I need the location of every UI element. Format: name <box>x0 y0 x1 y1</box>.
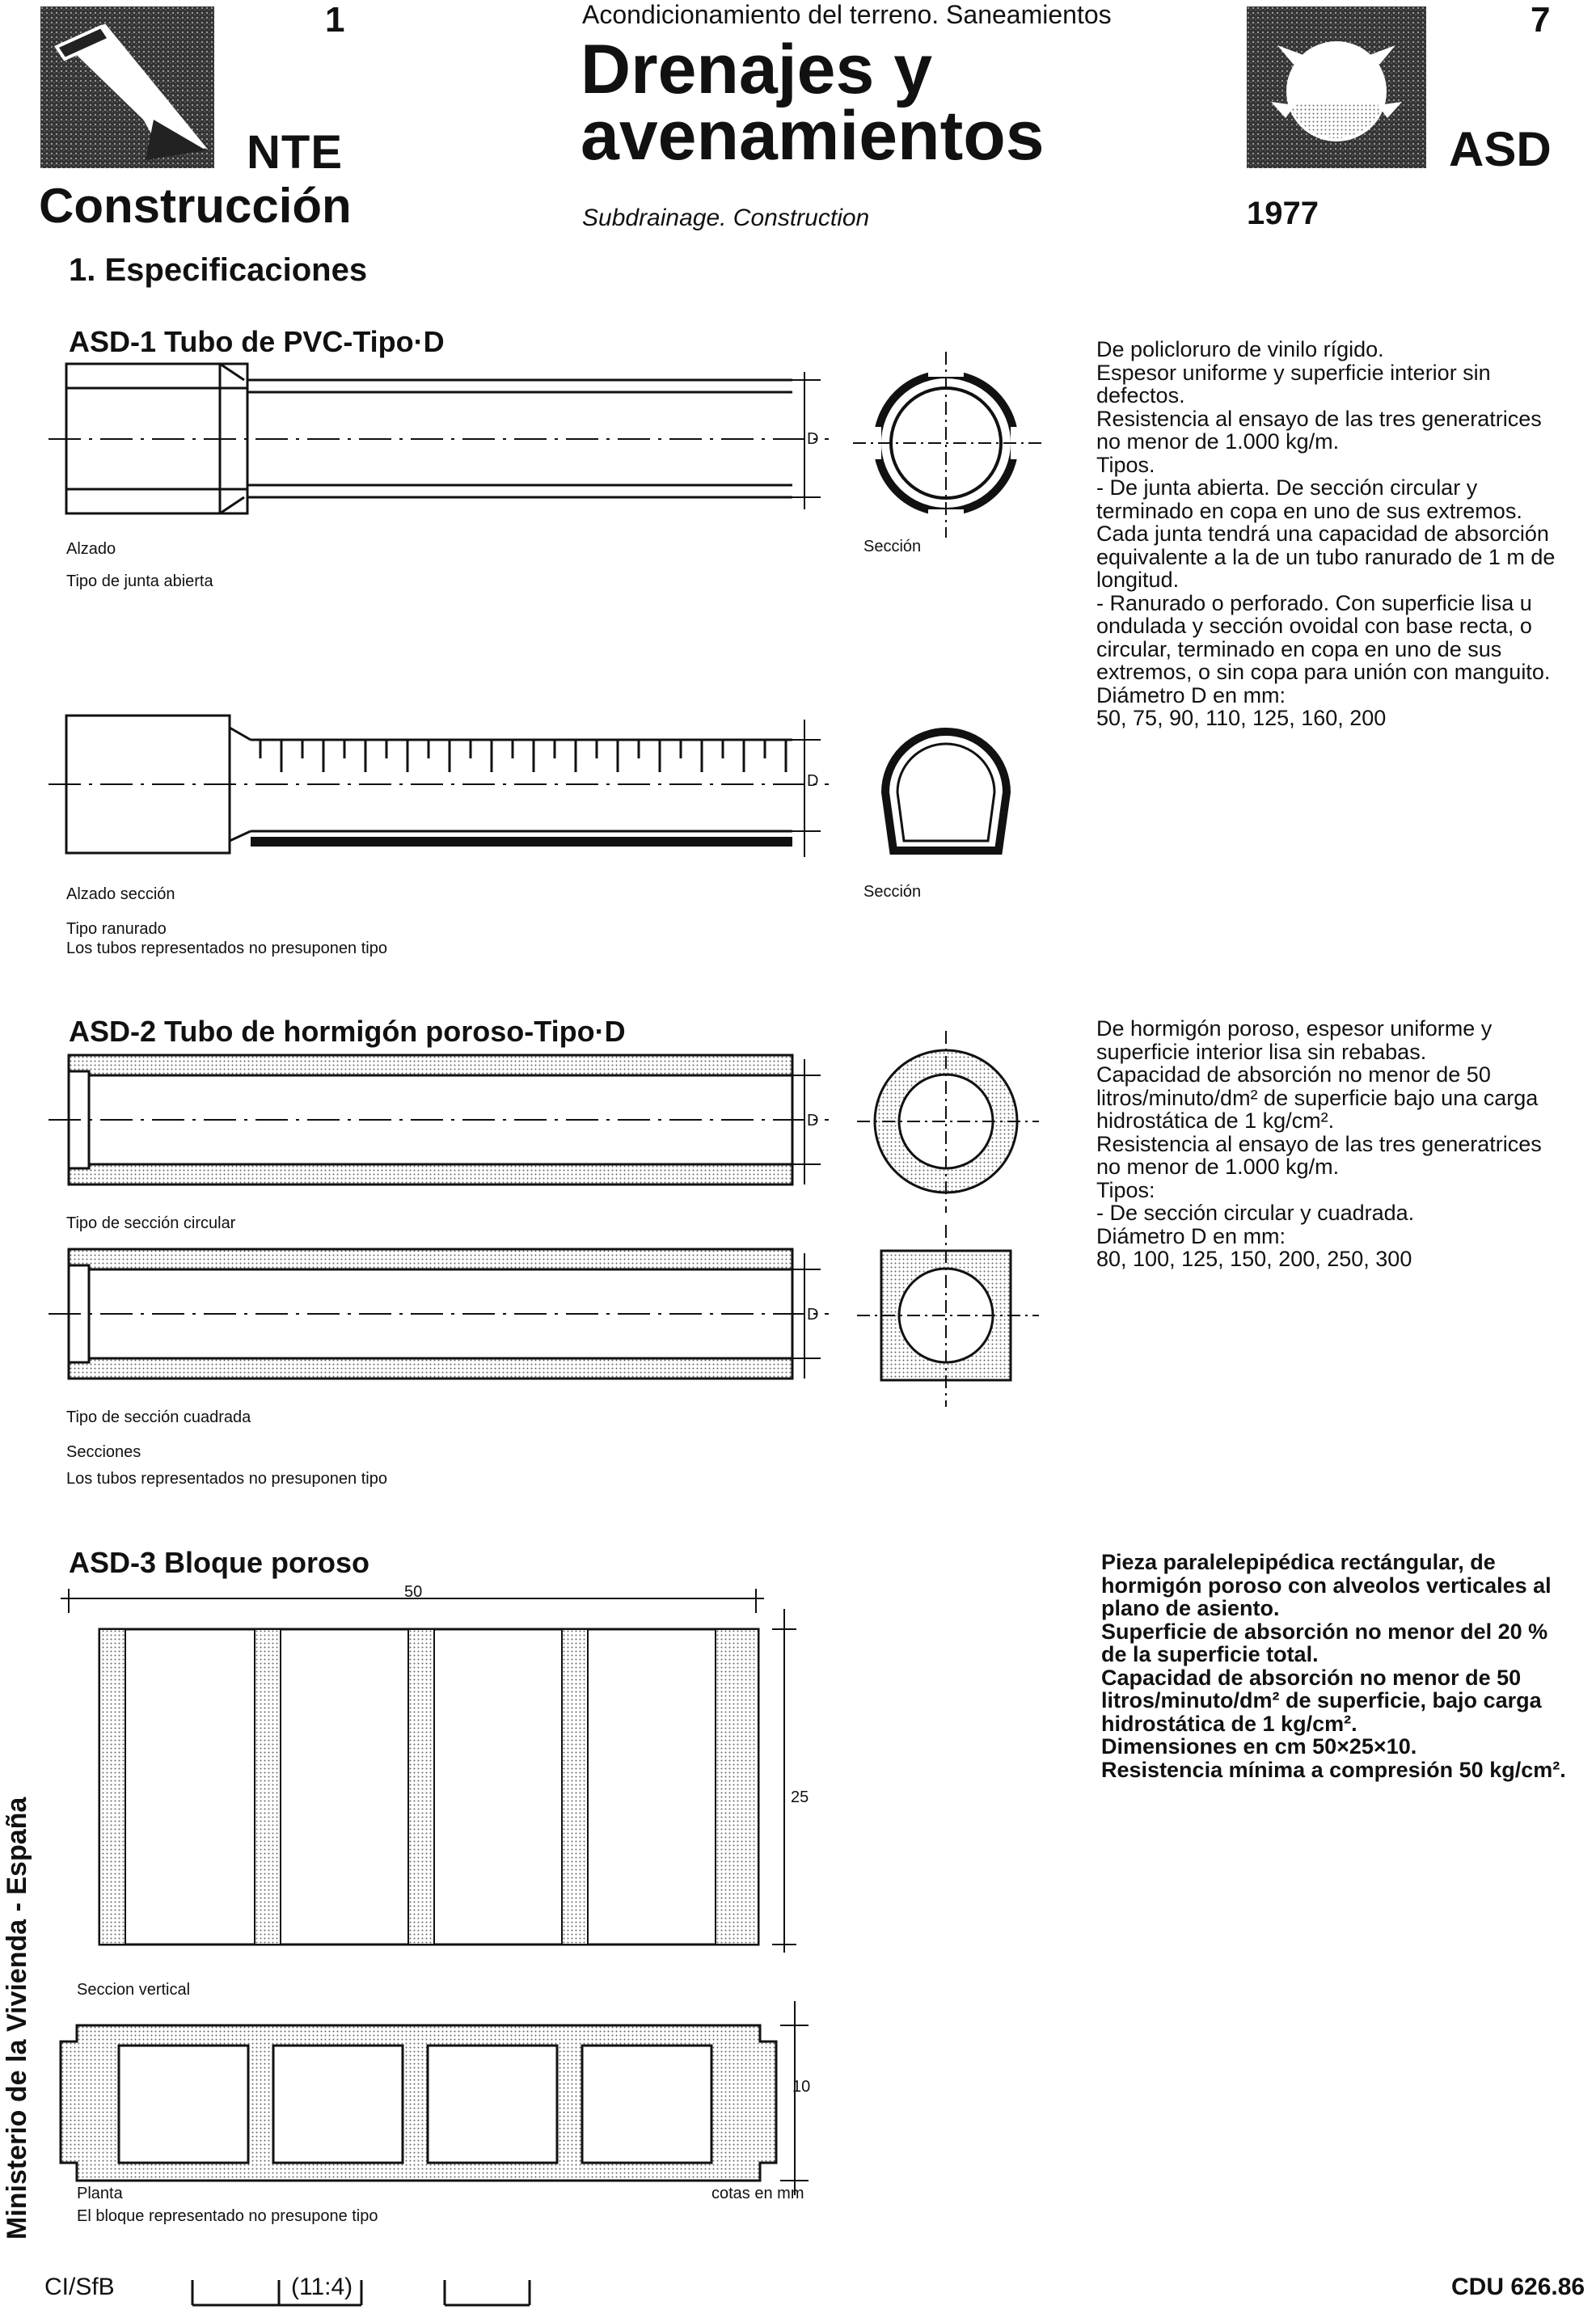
asd1-ovoid-section <box>857 712 1035 873</box>
asd1-cap-note: Los tubos representados no presuponen tipo <box>66 940 387 957</box>
desc-line: Resistencia al ensayo de las tres generatrices no menor de 1.000 kg/m. <box>1096 1131 1542 1179</box>
desc-line: Tipos: <box>1096 1177 1155 1202</box>
asd3-title: ASD-3 Bloque poroso <box>69 1546 370 1579</box>
desc-line: Resistencia al ensayo de las tres generatrices no menor de 1.000 kg/m. <box>1096 406 1542 454</box>
asd2-square-pipe <box>32 1241 841 1387</box>
construccion-label: Construcción <box>39 179 352 233</box>
desc-line: 50, 75, 90, 110, 125, 160, 200 <box>1096 706 1387 730</box>
asd2-description <box>1096 1017 1561 1271</box>
year-label: 1977 <box>1247 196 1319 231</box>
desc-line: Capacidad de absorción no menor de 50 litros/minuto/dm² de superficie bajo una carga hidrostática de 1 kg/cm². <box>1096 1062 1539 1133</box>
page-number-left: 1 <box>325 0 345 40</box>
page-title <box>581 31 1045 175</box>
asd2-circular-section <box>849 1031 1043 1217</box>
cisfb-boxes <box>190 2276 538 2308</box>
asd3-plan <box>44 2001 821 2195</box>
desc-line: 80, 100, 125, 150, 200, 250, 300 <box>1096 1247 1412 1271</box>
asd1-cap-tipo: Tipo de junta abierta <box>66 572 213 590</box>
class-code: (11:4) <box>291 2274 353 2300</box>
desc-line: - De junta abierta. De sección circular y terminado en copa en uno de sus extremos. <box>1096 475 1522 523</box>
asd1-dim-d: D <box>807 430 819 448</box>
asd1-pipe-elevation <box>32 356 841 534</box>
asd3-dim-10: 10 <box>792 2078 811 2096</box>
asd2-cap-note: Los tubos representados no presuponen tipo <box>66 1470 387 1488</box>
title-line-2: avenamientos <box>581 97 1045 175</box>
asd1-cap-tipo-ranurado: Tipo ranurado <box>66 920 167 938</box>
asd2-title: ASD-2 Tubo de hormigón poroso-Tipo·D <box>69 1015 626 1048</box>
desc-line: - Ranurado o perforado. Con superficie lisa u ondulada y sección ovoidal con base recta, o circular, terminado en copa en uno de sus extremos, o sin copa para unión con manguito. <box>1096 590 1551 684</box>
desc-line: Dimensiones en cm 50×25×10. <box>1101 1734 1417 1759</box>
ministry-sidebar: Ministerio de la Vivienda - España <box>2 1797 32 2240</box>
asd3-cap-planta: Planta <box>77 2185 123 2202</box>
nte-label: NTE <box>247 126 343 179</box>
desc-line: Superficie de absorción no menor del 20 % de la superficie total. <box>1101 1619 1548 1666</box>
asd1-description <box>1096 338 1561 730</box>
desc-line: De policloruro de vinilo rígido. <box>1096 337 1384 361</box>
desc-line: De hormigón poroso, espesor uniforme y superficie interior lisa sin rebabas. <box>1096 1016 1493 1064</box>
asd2-dim-d2: D <box>807 1306 819 1324</box>
desc-line: Diámetro D en mm: <box>1096 682 1286 707</box>
page-subtitle: Subdrainage. Construction <box>582 205 870 231</box>
asd3-dim-50: 50 <box>404 1583 423 1601</box>
asd3-description <box>1101 1551 1566 1781</box>
desc-line: Diámetro D en mm: <box>1096 1223 1286 1248</box>
asd1-slotted-pipe <box>32 703 841 865</box>
asd1-cap-alzado: Alzado <box>66 540 116 558</box>
asd3-cap-note: El bloque representado no presupone tipo <box>77 2207 378 2225</box>
asd3-vertical-section <box>44 1581 821 1969</box>
asd2-dim-d: D <box>807 1112 819 1130</box>
asd1-cap-alzado-seccion: Alzado sección <box>66 885 175 903</box>
section-title: 1. Especificaciones <box>69 252 368 288</box>
asd2-cap-cuadrada: Tipo de sección cuadrada <box>66 1408 251 1426</box>
asd1-cap-seccion-2: Sección <box>863 883 922 901</box>
asd3-dim-25: 25 <box>791 1788 809 1806</box>
topic-text: Acondicionamiento del terreno. Saneamientos <box>582 0 1112 29</box>
cdu-code: CDU 626.86 <box>1451 2274 1585 2300</box>
asd2-circular-pipe <box>32 1047 841 1193</box>
desc-line: - De sección circular y cuadrada. <box>1096 1201 1415 1225</box>
asd-logo <box>1247 6 1426 168</box>
asd3-cap-cotas: cotas en mm <box>711 2185 804 2202</box>
asd2-cap-circular: Tipo de sección circular <box>66 1214 236 1232</box>
asd1-title: ASD-1 Tubo de PVC-Tipo·D <box>69 325 445 358</box>
cisfb-label: CI/SfB <box>44 2274 115 2300</box>
nte-logo <box>40 6 214 168</box>
asd2-square-section <box>849 1225 1043 1411</box>
asd-code: ASD <box>1449 122 1552 176</box>
desc-line: Capacidad de absorción no menor de 50 litros/minuto/dm² de superficie, bajo carga hidrostática de 1 kg/cm². <box>1101 1665 1542 1736</box>
desc-line: Cada junta tendrá una capacidad de absorción equivalente a la de un tubo ranurado de 1 m de longitud. <box>1096 521 1556 592</box>
asd1-cap-seccion: Sección <box>863 538 922 555</box>
asd1-dim-d2: D <box>807 772 819 790</box>
page-number-right: 7 <box>1531 0 1551 40</box>
asd2-cap-secciones: Secciones <box>66 1443 141 1461</box>
desc-line: Tipos. <box>1096 452 1155 477</box>
desc-line: Espesor uniforme y superficie interior sin defectos. <box>1096 360 1491 407</box>
asd1-section-circle <box>841 340 1051 550</box>
desc-line: Resistencia mínima a compresión 50 kg/cm². <box>1101 1757 1566 1782</box>
title-line-1: Drenajes y <box>581 31 933 108</box>
desc-line: Pieza paralelepipédica rectángular, de hormigón poroso con alveolos verticales al plano de asiento. <box>1101 1550 1552 1620</box>
asd3-cap-vertical: Seccion vertical <box>77 1981 191 1999</box>
